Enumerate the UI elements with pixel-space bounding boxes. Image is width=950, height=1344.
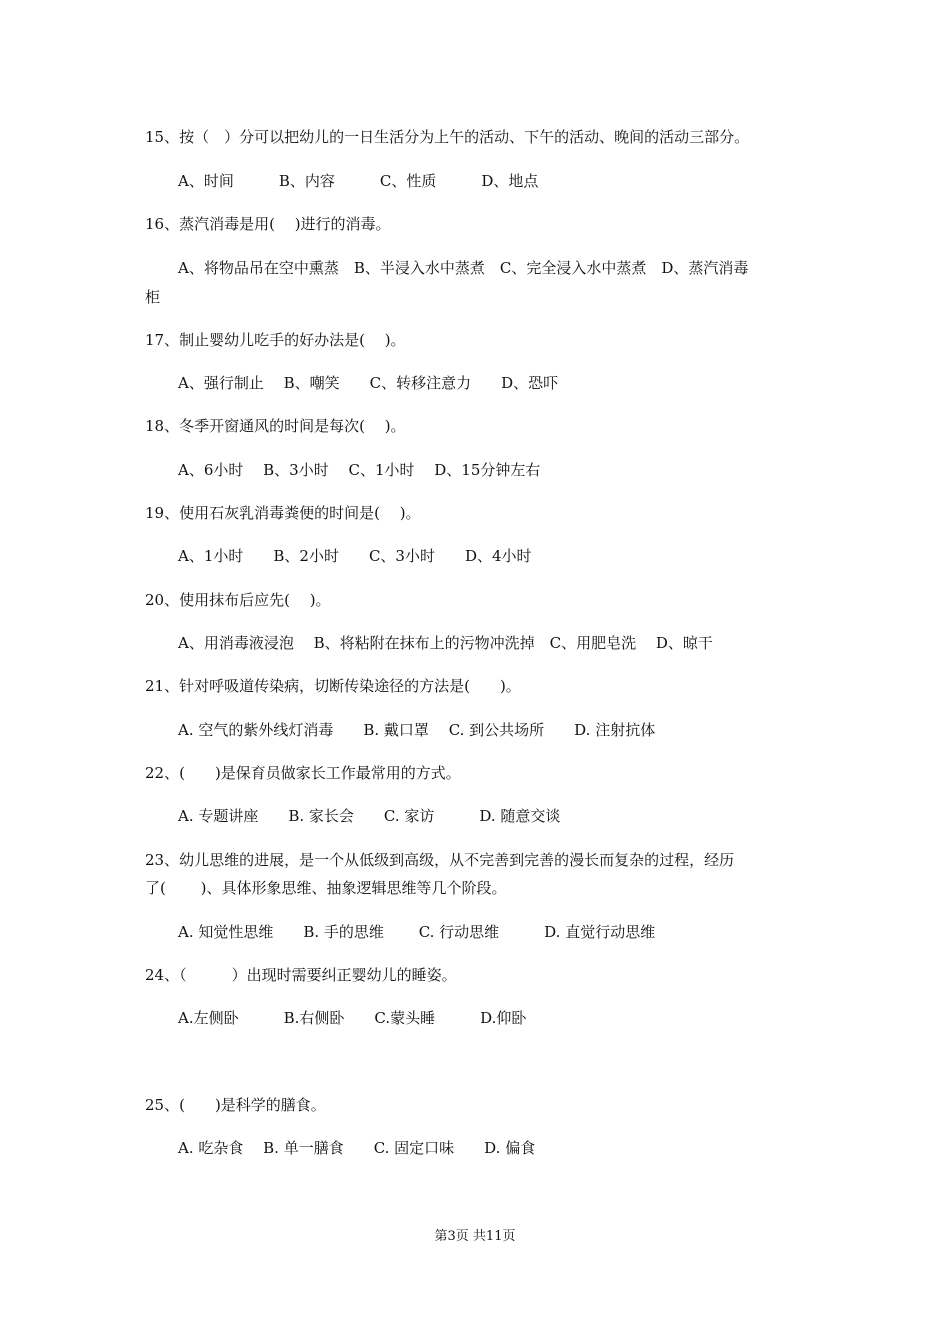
question-19: 19、使用石灰乳消毒粪便的时间是( )。 xyxy=(145,504,421,522)
options-22: A. 专题讲座 B. 家长会 C. 家访 D. 随意交谈 xyxy=(178,807,561,825)
page-footer: 第3页 共11页 xyxy=(434,1229,516,1244)
options-25: A. 吃杂食 B. 单一膳食 C. 固定口味 D. 偏食 xyxy=(178,1139,536,1157)
question-20: 20、使用抹布后应先( )。 xyxy=(145,591,331,609)
options-16-continued: 柜 xyxy=(145,288,161,306)
question-17: 17、制止婴幼儿吃手的好办法是( )。 xyxy=(145,331,406,349)
question-23-continued: 了( )、具体形象思维、抽象逻辑思维等几个阶段。 xyxy=(145,879,507,897)
question-23: 23、幼儿思维的进展，是一个从低级到高级，从不完善到完善的漫长而复杂的过程，经历 xyxy=(145,851,735,869)
question-22: 22、( )是保育员做家长工作最常用的方式。 xyxy=(145,764,461,782)
options-16: A、将物品吊在空中熏蒸 B、半浸入水中蒸煮 C、完全浸入水中蒸煮 D、蒸汽消毒 xyxy=(178,259,749,277)
options-17: A、强行制止 B、嘲笑 C、转移注意力 D、恐吓 xyxy=(178,374,559,392)
question-24: 24、（ ）出现时需要纠正婴幼儿的睡姿。 xyxy=(145,966,457,984)
options-15: A、时间 B、内容 C、性质 D、地点 xyxy=(178,172,539,190)
question-21: 21、针对呼吸道传染病，切断传染途径的方法是( )。 xyxy=(145,677,521,695)
options-18: A、6小时 B、3小时 C、1小时 D、15分钟左右 xyxy=(178,461,541,479)
options-21: A. 空气的紫外线灯消毒 B. 戴口罩 C. 到公共场所 D. 注射抗体 xyxy=(178,721,656,739)
question-25: 25、( )是科学的膳食。 xyxy=(145,1096,326,1114)
options-20: A、用消毒液浸泡 B、将粘附在抹布上的污物冲洗掉 C、用肥皂洗 D、晾干 xyxy=(178,634,713,652)
options-19: A、1小时 B、2小时 C、3小时 D、4小时 xyxy=(178,547,532,565)
options-23: A. 知觉性思维 B. 手的思维 C. 行动思维 D. 直觉行动思维 xyxy=(178,923,656,941)
question-15: 15、按（ ）分可以把幼儿的一日生活分为上午的活动、下午的活动、晚间的活动三部分。 xyxy=(145,128,750,146)
options-24: A.左侧卧 B.右侧卧 C.蒙头睡 D.仰卧 xyxy=(178,1009,527,1027)
question-16: 16、蒸汽消毒是用( )进行的消毒。 xyxy=(145,215,391,233)
question-18: 18、冬季开窗通风的时间是每次( )。 xyxy=(145,417,406,435)
